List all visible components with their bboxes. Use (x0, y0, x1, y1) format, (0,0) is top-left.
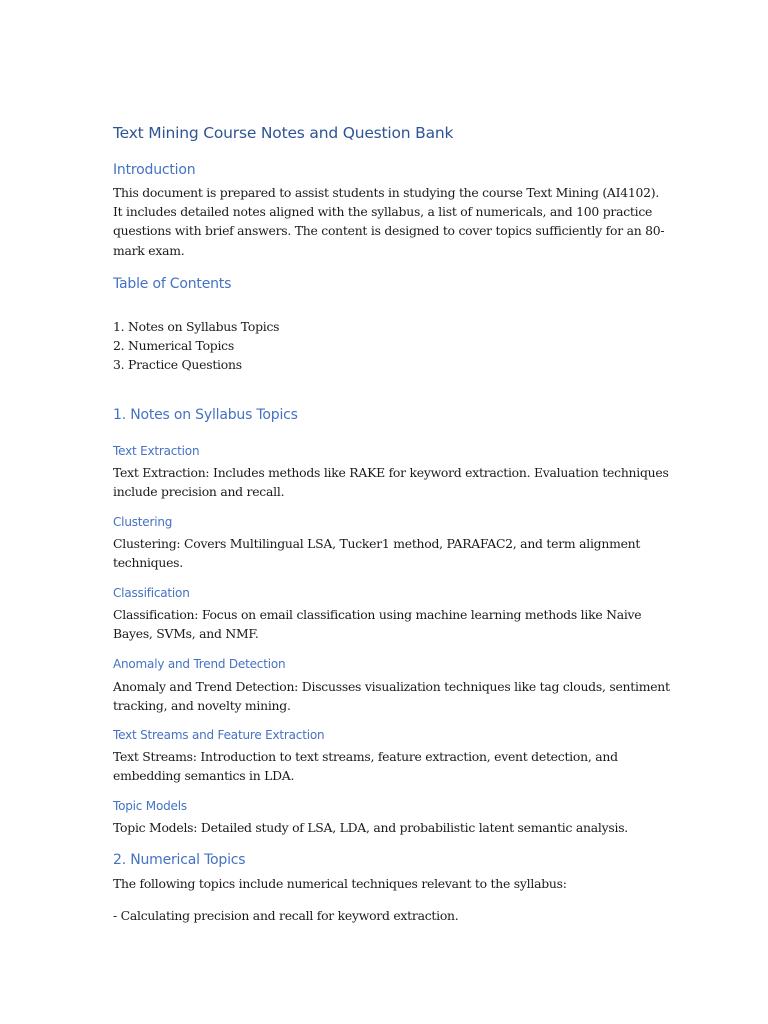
subsection-paragraph-classification (113, 605, 658, 643)
document-title: Text Mining Course Notes and Question Bank (113, 124, 454, 142)
paragraph-line: Clustering: Covers Multilingual LSA, Tucker1 method, PARAFAC2, and term alignment (113, 536, 641, 551)
toc-item: 2. Numerical Topics (113, 338, 234, 354)
paragraph-line: include precision and recall. (113, 484, 285, 500)
section1-heading: 1. Notes on Syllabus Topics (113, 407, 298, 423)
introduction-line: questions with brief answers. The content is designed to cover topics sufficiently for an 80- (113, 223, 665, 239)
subsection-heading-topic-models: Topic Models (113, 799, 187, 813)
paragraph-line: Bayes, SVMs, and NMF. (113, 626, 259, 642)
paragraph-line: Text Extraction: Includes methods like RAKE for keyword extraction. Evaluation techniques (113, 465, 669, 480)
subsection-heading-classification: Classification (113, 586, 190, 600)
paragraph-line: The following topics include numerical techniques relevant to the syllabus: (113, 876, 567, 891)
paragraph-line: techniques. (113, 555, 183, 571)
introduction-heading: Introduction (113, 162, 196, 178)
subsection-heading-anomaly-trend: Anomaly and Trend Detection (113, 657, 286, 671)
subsection-paragraph-text-streams (113, 747, 658, 785)
subsection-heading-clustering: Clustering (113, 515, 173, 529)
toc-heading: Table of Contents (113, 276, 232, 292)
introduction-line: This document is prepared to assist students in studying the course Text Mining (AI4102). (113, 185, 660, 200)
paragraph-line: tracking, and novelty mining. (113, 698, 291, 714)
toc-item: 1. Notes on Syllabus Topics (113, 319, 280, 334)
subsection-paragraph-clustering (113, 534, 658, 572)
introduction-line: It includes detailed notes aligned with the syllabus, a list of numericals, and 100 practice (113, 204, 653, 220)
document-page (113, 0, 670, 1024)
subsection-heading-text-extraction: Text Extraction (113, 444, 200, 458)
section2-heading: 2. Numerical Topics (113, 852, 246, 868)
section2-bullet (113, 906, 658, 925)
paragraph-line: Classification: Focus on email classification using machine learning methods like Naive (113, 607, 642, 622)
introduction-line: mark exam. (113, 242, 185, 258)
subsection-paragraph-topic-models (113, 818, 658, 837)
toc-list (113, 317, 279, 375)
paragraph-line: Anomaly and Trend Detection: Discusses visualization techniques like tag clouds, sentiment (113, 679, 670, 694)
bullet-line: - Calculating precision and recall for keyword extraction. (113, 908, 459, 923)
paragraph-line: embedding semantics in LDA. (113, 768, 295, 784)
subsection-paragraph-anomaly-trend (113, 677, 670, 715)
section2-intro (113, 874, 658, 893)
toc-item: 3. Practice Questions (113, 357, 242, 373)
paragraph-line: Text Streams: Introduction to text streams, feature extraction, event detection, and (113, 749, 618, 764)
paragraph-line: Topic Models: Detailed study of LSA, LDA, and probabilistic latent semantic analysis. (113, 820, 628, 835)
introduction-paragraph (113, 183, 665, 260)
subsection-heading-text-streams: Text Streams and Feature Extraction (113, 728, 325, 742)
subsection-paragraph-text-extraction (113, 463, 669, 501)
